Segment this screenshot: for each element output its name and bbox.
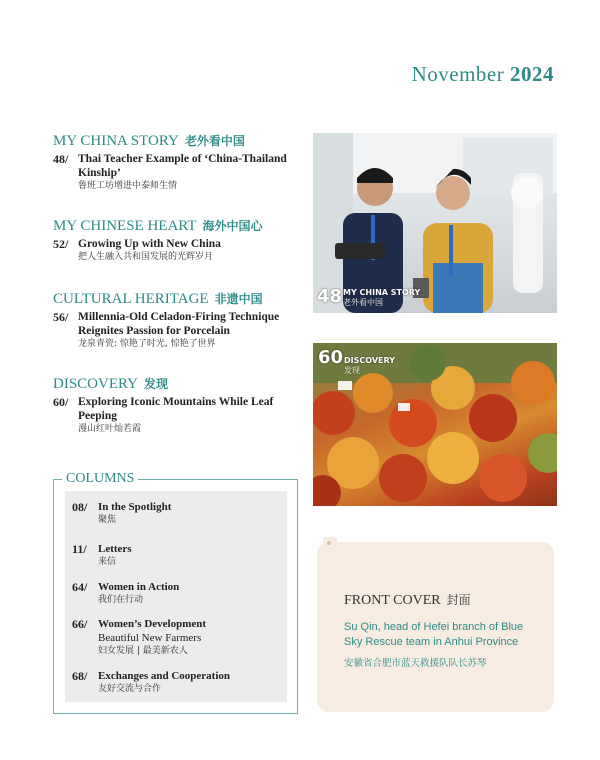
page-number: 52/ [53,237,69,251]
front-cover-description: Su Qin, head of Hefei branch of Blue Sky Rescue team in Anhui Province [344,621,524,648]
article-title-zh: 漫山红叶灿若霞 [78,424,142,434]
column-subtitle: Beautiful New Farmers [98,632,202,644]
page-number: 68/ [72,669,88,683]
page-number: 08/ [72,500,88,514]
page-number: 56/ [53,310,69,324]
toc-entry[interactable] [53,152,303,193]
section-my-china-story [53,132,303,193]
column-title-zh: 我们在行动 [98,595,144,605]
section-title [53,375,303,393]
front-cover-title-en: FRONT COVER [344,593,441,608]
section-cultural-heritage [53,290,303,351]
column-entry[interactable] [72,580,179,607]
columns-panel [53,471,298,714]
my-china-story-photo[interactable] [313,133,557,313]
photo-caption-zh: 老外看中国 [343,298,383,307]
toc-entry[interactable] [53,395,303,436]
page-number: 11/ [72,542,87,556]
discovery-photo[interactable] [313,343,557,506]
column-title: Letters [98,543,132,555]
section-title-zh: 发现 [144,377,169,391]
section-my-chinese-heart [53,217,303,264]
toc-entry[interactable] [53,237,303,264]
section-title-zh: 老外看中国 [184,134,245,148]
photo-page-number: 48 [317,286,343,307]
column-title-zh: 友好交流与合作 [98,684,162,694]
column-entry[interactable] [72,500,171,527]
front-cover-title-zh: 封面 [446,593,471,607]
section-title [53,290,303,308]
column-title: Women’s Development [98,618,207,630]
column-title-zh: 聚焦 [98,515,117,525]
toc-entry[interactable] [53,310,303,351]
page-number: 60/ [53,395,69,409]
column-title-zh: 妇女发展 | 最美新农人 [98,646,188,656]
card-dot [327,541,331,545]
section-title-en: MY CHINA STORY [53,133,179,149]
column-title: Exchanges and Cooperation [98,670,231,682]
section-title-en: MY CHINESE HEART [53,218,197,234]
column-title-zh: 来信 [98,557,117,567]
article-title: Millennia-Old Celadon-Firing Technique Reignites Passion for Porcelain [78,311,280,337]
photo-caption-en: DISCOVERY [344,356,396,365]
column-entry[interactable] [72,542,132,569]
section-title [53,217,303,235]
front-cover-description-zh: 安徽省合肥市蓝天救援队队长苏琴 [344,658,487,669]
page-number: 66/ [72,617,88,631]
section-title-zh: 海外中国心 [202,219,263,233]
photo-caption-en: MY CHINA STORY [343,288,421,297]
issue-date [412,62,554,87]
article-title-zh: 龙泉青瓷: 惊艳了时光, 惊艳了世界 [78,339,216,349]
column-entry[interactable] [72,617,206,658]
column-title: In the Spotlight [98,501,172,513]
section-title-en: DISCOVERY [53,376,139,392]
section-title-en: CULTURAL HERITAGE [53,291,209,307]
section-discovery [53,375,303,436]
page-number: 64/ [72,580,88,594]
photo-caption [317,286,342,307]
article-title: Thai Teacher Example of ‘China-Thailand Kinship’ [78,153,287,179]
columns-title: COLUMNS [62,471,138,487]
column-title: Women in Action [98,581,180,593]
article-title: Exploring Iconic Mountains While Leaf Peeping [78,396,274,422]
issue-month: November [411,62,505,86]
article-title-zh: 鲁班工坊增进中泰师生情 [78,181,178,191]
photo-caption-zh: 发现 [344,366,360,375]
columns-list [65,491,287,702]
article-title: Growing Up with New China [78,238,221,250]
column-entry[interactable] [72,669,230,696]
issue-year: 2024 [510,62,554,86]
page-number: 48/ [53,152,69,166]
article-title-zh: 把人生融入共和国发展的光辉岁月 [78,252,214,262]
photo-caption [318,347,343,368]
photo-page-number: 60 [318,347,344,368]
front-cover-card[interactable] [317,542,554,712]
front-cover-title [344,591,471,609]
section-title [53,132,303,150]
section-title-zh: 非遗中国 [214,292,263,306]
